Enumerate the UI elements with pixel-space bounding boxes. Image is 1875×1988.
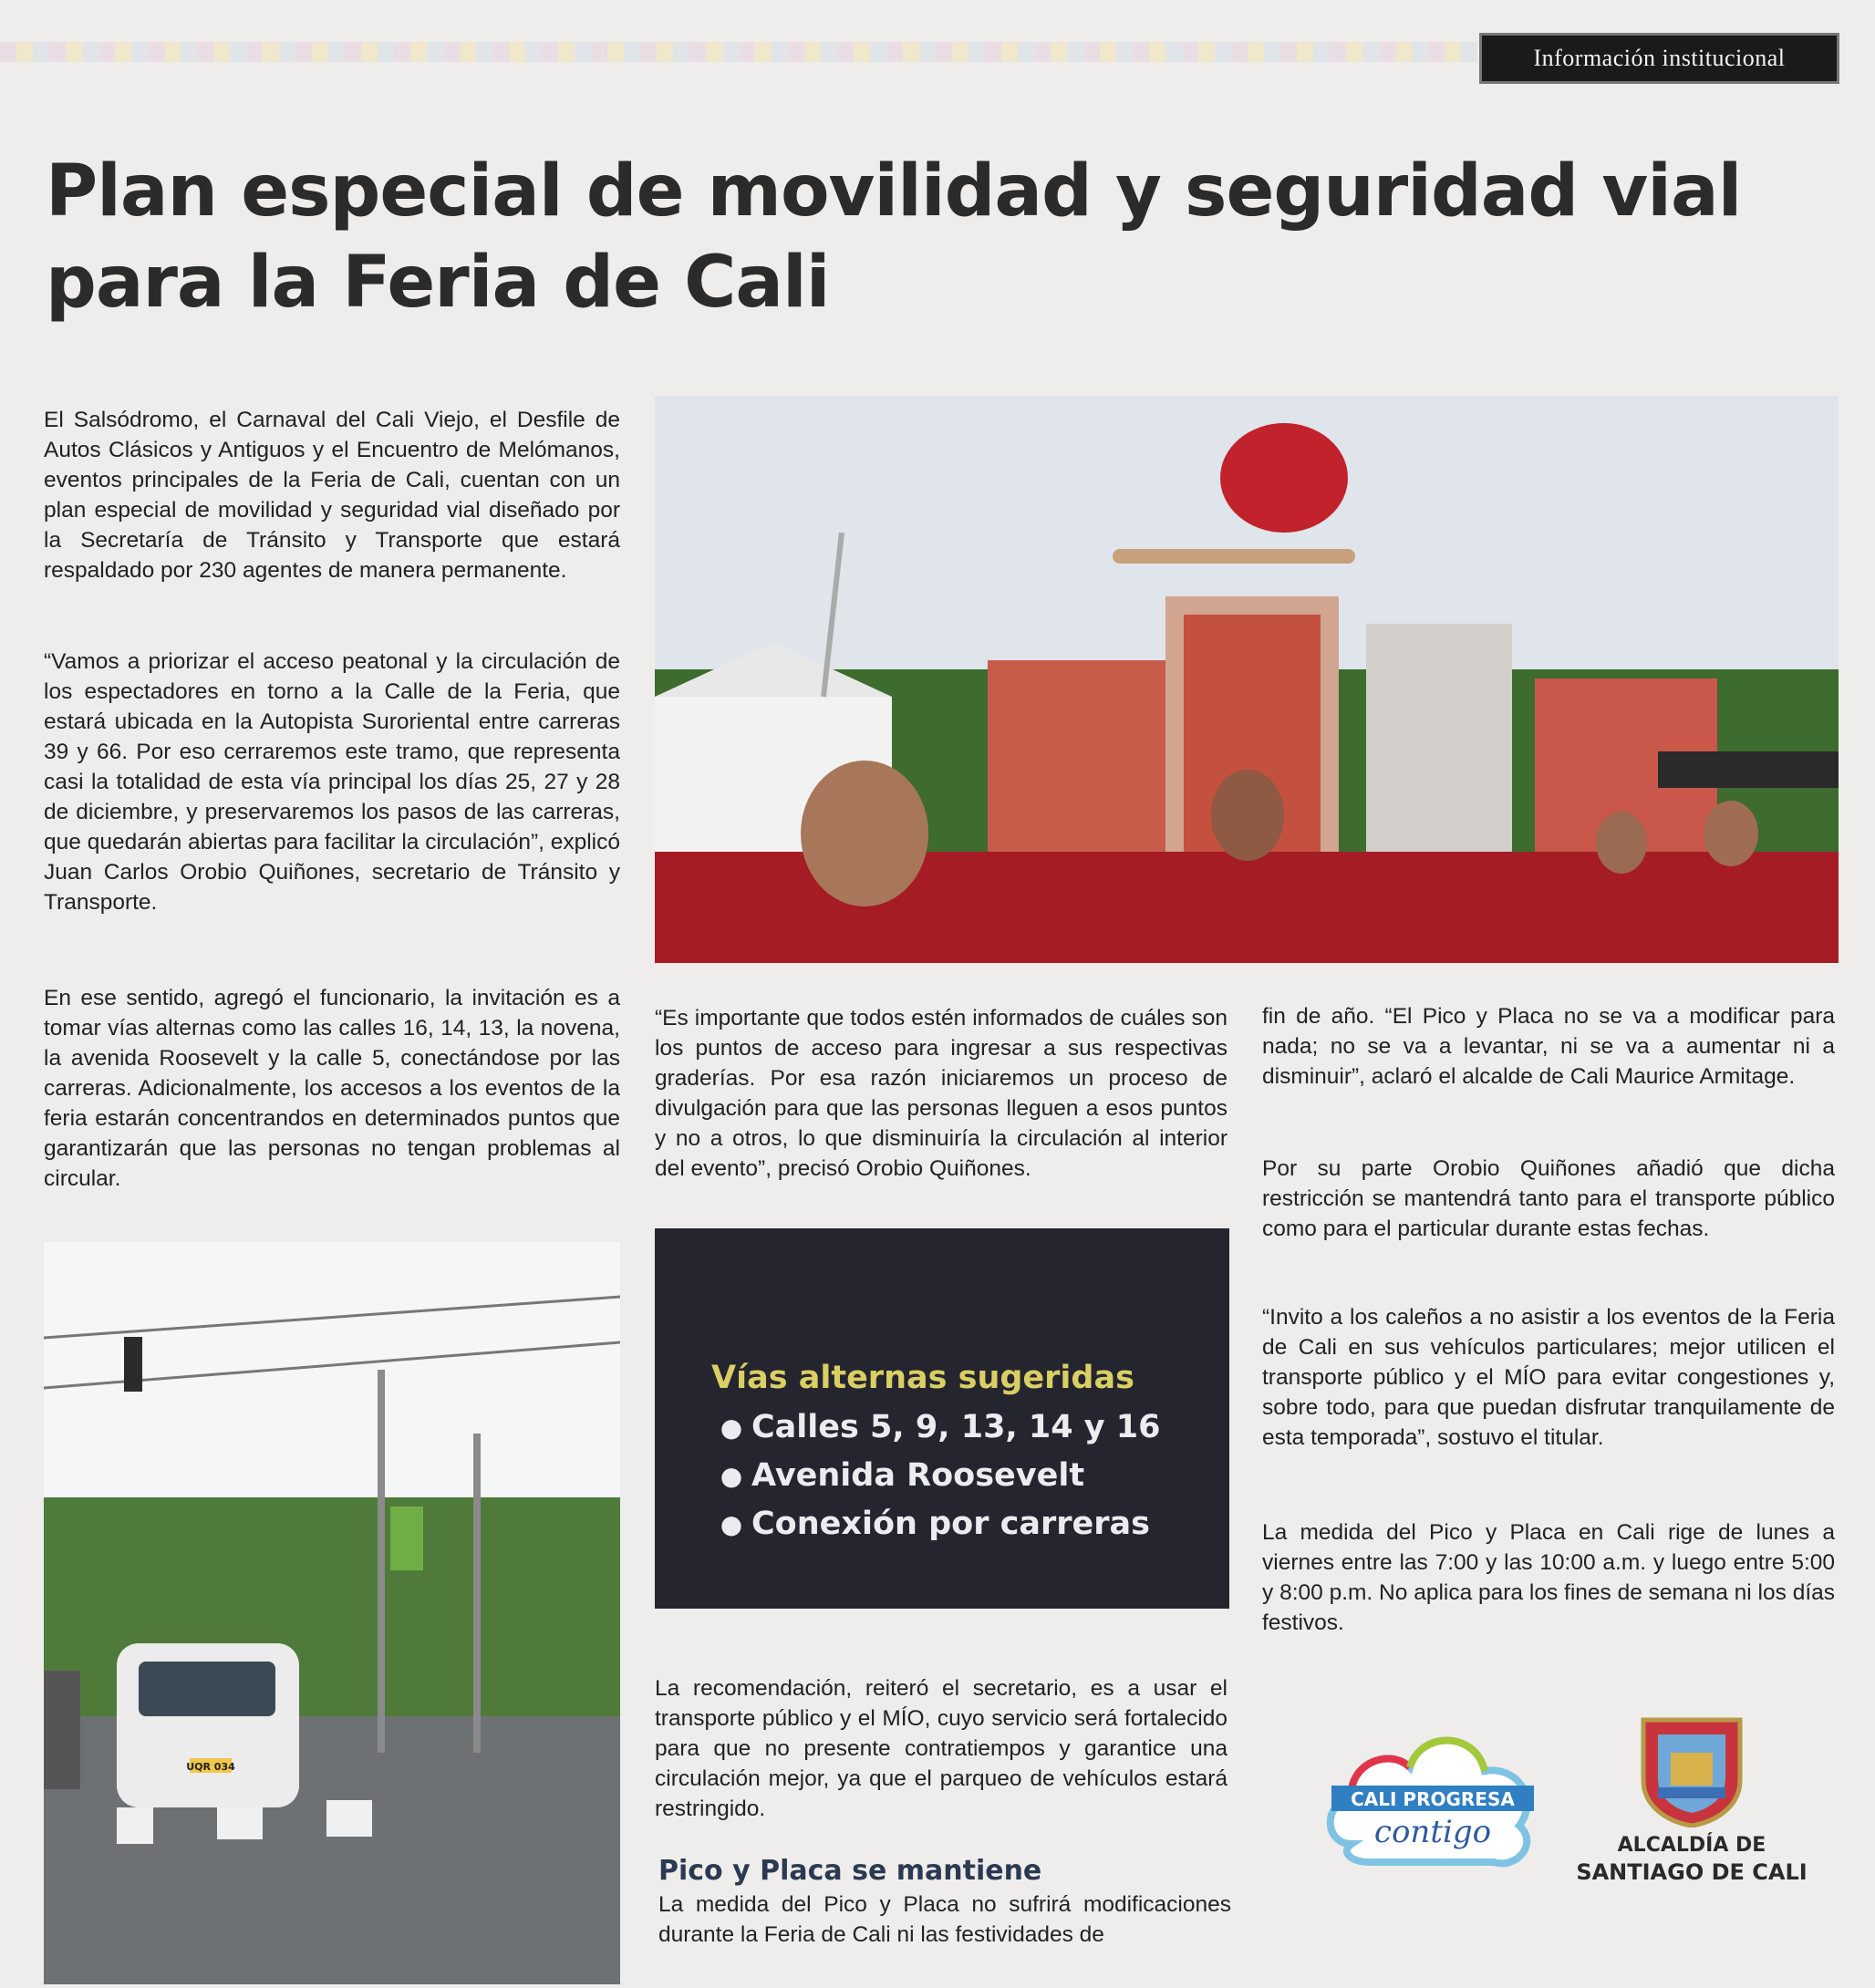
city-coat-of-arms-icon xyxy=(1638,1716,1746,1828)
bullet-icon: ● xyxy=(720,1461,743,1491)
routes-list xyxy=(711,1403,1229,1548)
paragraph-invitation: “Invito a los caleños a no asistir a los eventos de la Feria de Cali en sus vehículos particulares; mejor utilicen el transporte público y el MÍO para evitar congestiones y, sobre todo, para que puedan disfrutar tranquilamente de esta temporada”, sostuvo el titular. xyxy=(1262,1305,1835,1450)
paragraph-pico-placa: La medida del Pico y Placa no sufrirá modificaciones durante la Feria de Cali ni las festividades de xyxy=(658,1892,1231,1947)
license-plate: UQR 034 xyxy=(186,1761,235,1773)
campaign-line2: contigo xyxy=(1373,1814,1492,1850)
street-traffic-photo xyxy=(44,1242,620,1984)
route-item: ● Avenida Roosevelt xyxy=(711,1452,1229,1500)
paragraph-alternate-routes: En ese sentido, agregó el funcionario, la invitación es a tomar vías alternas como las calles 16, 14, 13, la novena, la avenida Roosevelt y la calle 5, conectándose por las carreras. Adicionalmente, los accesos a los eventos de la feria estarán concentrandos en determinados puntos que garantizarán que las personas no tengan problemas al circular. xyxy=(44,986,620,1191)
section-subhead: Pico y Placa se mantiene xyxy=(658,1855,1042,1887)
route-item: ● Conexión por carreras xyxy=(711,1500,1229,1548)
paragraph-schedule: La medida del Pico y Placa en Cali rige de lunes a viernes entre las 7:00 y las 10:00 a.m. y luego entre 5:00 y 8:00 p.m. No aplica para los fines de semana ni los días festivos. xyxy=(1262,1520,1835,1635)
alternate-routes-box xyxy=(655,1228,1229,1609)
carnival-dancers-photo xyxy=(655,396,1839,963)
paragraph-quote-secretary: “Vamos a priorizar el acceso peatonal y la circulación de los espectadores en torno a la Calle de la Feria, que estará ubicada en la Autopista Suroriental entre carreras 39 y 66. Por eso cerraremos este tramo, que representa casi la totalidad de esta vía principal los días 25, 27 y 28 de diciembre, y preservaremos los pasos de las carreras, que quedarán abiertas para facilitar la circulación”, explicó Juan Carlos Orobio Quiñones, secretario de Tránsito y Transporte. xyxy=(44,649,620,915)
section-tag: Información institucional xyxy=(1479,33,1839,84)
paragraph-recommendation: La recomendación, reiteró el secretario, es a usar el transporte público y el MÍO, cuyo servicio será fortalecido para que no presente contratiempos y garantice una circulación mejor, ya que el parqueo de vehículos estará restringido. xyxy=(655,1676,1228,1821)
paragraph-intro: El Salsódromo, el Carnaval del Cali Viejo, el Desfile de Autos Clásicos y Antiguos y el Encuentro de Melómanos, eventos principales de la Feria de Cali, cuentan con un plan especial de movilidad y seguridad vial diseñado por la Secretaría de Tránsito y Transporte que estará respaldado por 230 agentes de manera permanente. xyxy=(44,408,620,583)
paragraph-mayor-quote: fin de año. “El Pico y Placa no se va a modificar para nada; no se va a levantar, ni se va a aumentar ni a disminuir”, aclaró el alcalde de Cali Maurice Armitage. xyxy=(1262,1004,1835,1089)
paragraph-restriction: Por su parte Orobio Quiñones añadió que dicha restricción se mantendrá tanto para el transporte público como para el particular durante estas fechas. xyxy=(1262,1156,1835,1241)
city-name-block xyxy=(1569,1833,1815,1886)
headline: Plan especial de movilidad y seguridad vial para la Feria de Cali xyxy=(46,150,1742,324)
paragraph-access-points: “Es importante que todos estén informados de cuáles son los puntos de acceso para ingresar a sus respectivas graderías. Por esa razón iniciaremos un proceso de divulgación para que las personas lleguen a esos puntos y no a otros, lo que disminuiría la circulación al interior del evento”, precisó Orobio Quiñones. xyxy=(655,1006,1228,1181)
cali-progresa-logo xyxy=(1315,1707,1552,1880)
campaign-line1: CALI PROGRESA xyxy=(1351,1788,1515,1810)
box-title: Vías alternas sugeridas xyxy=(711,1360,1134,1396)
city-line2: SANTIAGO DE CALI xyxy=(1576,1859,1808,1885)
route-item: ● Calles 5, 9, 13, 14 y 16 xyxy=(711,1403,1229,1452)
masthead-band xyxy=(0,42,1477,62)
city-line1: ALCALDÍA DE xyxy=(1617,1834,1766,1857)
bullet-icon: ● xyxy=(720,1509,743,1539)
bullet-icon: ● xyxy=(720,1413,743,1443)
